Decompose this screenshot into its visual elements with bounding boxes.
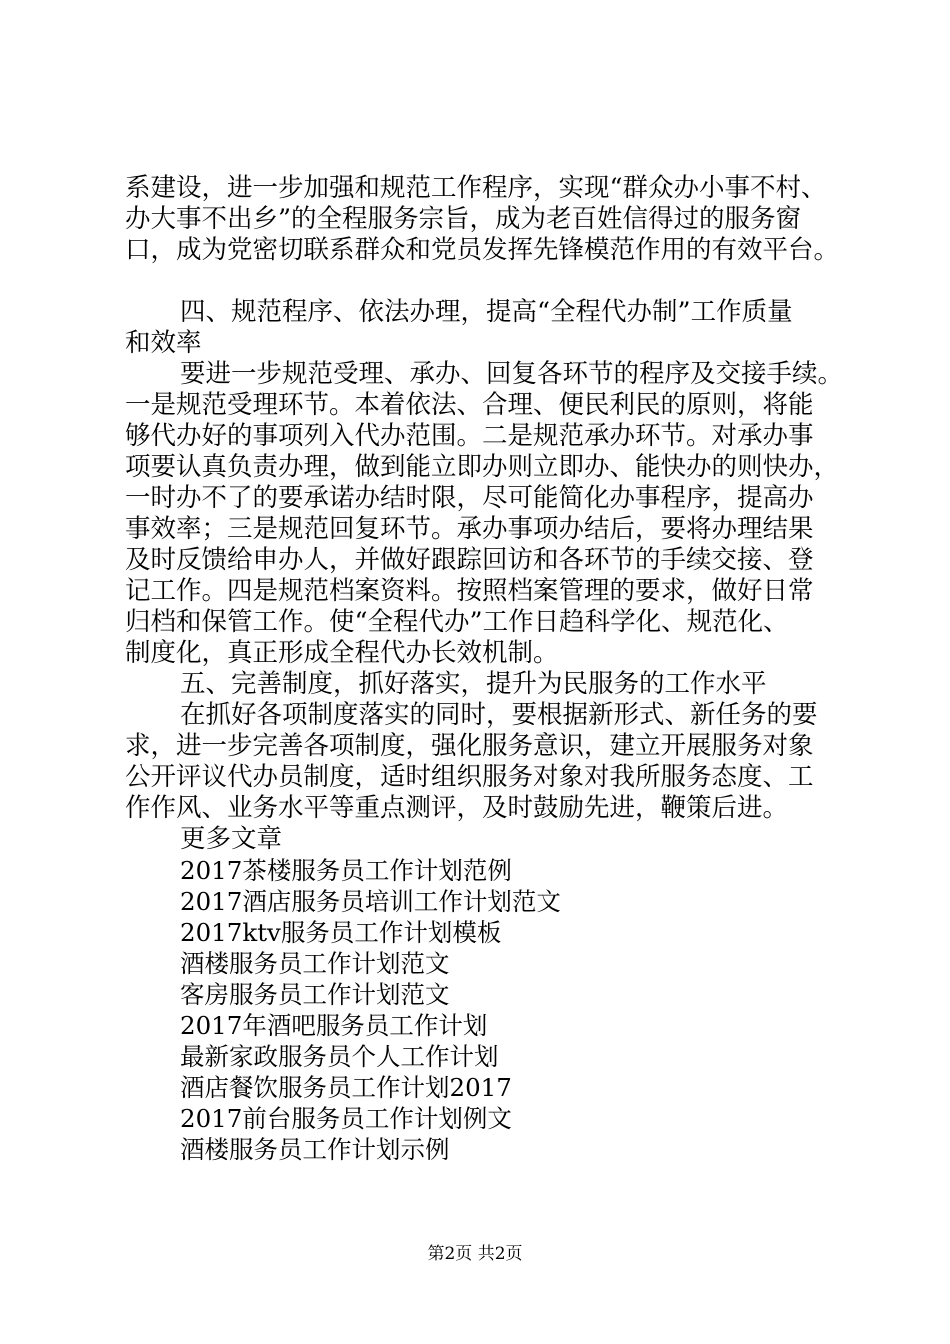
paragraph-line: 作作风、业务水平等重点测评，及时鼓励先进，鞭策后进。 bbox=[125, 793, 789, 823]
section-heading-4-cont: 和效率 bbox=[125, 328, 202, 358]
article-link[interactable]: 酒楼服务员工作计划范文 bbox=[180, 949, 450, 978]
paragraph-line: 公开评议代办员制度，适时组织服务对象对我所服务态度、工 bbox=[125, 762, 814, 792]
section-heading-4: 四、规范程序、依法办理，提高“全程代办制”工作质量 bbox=[180, 297, 793, 327]
paragraph-line: 记工作。四是规范档案资料。按照档案管理的要求，做好日常 bbox=[125, 576, 814, 606]
paragraph-line: 在抓好各项制度落实的同时，要根据新形式、新任务的要 bbox=[180, 700, 818, 730]
paragraph-line: 一时办不了的要承诺办结时限，尽可能简化办事程序，提高办 bbox=[125, 483, 814, 513]
article-link[interactable]: 最新家政服务员个人工作计划 bbox=[180, 1042, 499, 1071]
paragraph-line: 项要认真负责办理，做到能立即办则立即办、能快办的则快办， bbox=[125, 452, 840, 482]
article-link[interactable]: 2017年酒吧服务员工作计划 bbox=[180, 1011, 488, 1040]
more-articles-title: 更多文章 bbox=[180, 824, 283, 854]
article-link[interactable]: 2017前台服务员工作计划例文 bbox=[180, 1104, 512, 1133]
paragraph-line: 求，进一步完善各项制度，强化服务意识，建立开展服务对象 bbox=[125, 731, 814, 761]
paragraph-line: 一是规范受理环节。本着依法、合理、便民利民的原则，将能 bbox=[125, 390, 814, 420]
article-link[interactable]: 2017茶楼服务员工作计划范例 bbox=[180, 856, 512, 885]
article-link[interactable]: 2017ktv服务员工作计划模板 bbox=[180, 918, 502, 947]
paragraph-line: 够代办好的事项列入代办范围。二是规范承办环节。对承办事 bbox=[125, 421, 814, 451]
paragraph-line: 及时反馈给申办人，并做好跟踪回访和各环节的手续交接、登 bbox=[125, 545, 814, 575]
paragraph-line: 口，成为党密切联系群众和党员发挥先锋模范作用的有效平台。 bbox=[125, 235, 840, 265]
paragraph-line: 要进一步规范受理、承办、回复各环节的程序及交接手续。 bbox=[180, 359, 844, 389]
paragraph-line: 办大事不出乡”的全程服务宗旨，成为老百姓信得过的服务窗 bbox=[125, 204, 802, 234]
article-link[interactable]: 酒店餐饮服务员工作计划2017 bbox=[180, 1073, 512, 1102]
page-number-footer: 第2页 共2页 bbox=[427, 1244, 523, 1264]
article-link[interactable]: 2017酒店服务员培训工作计划范文 bbox=[180, 887, 561, 916]
paragraph-line: 系建设，进一步加强和规范工作程序，实现“群众办小事不村、 bbox=[125, 173, 827, 203]
paragraph-line: 事效率；三是规范回复环节。承办事项办结后，要将办理结果 bbox=[125, 514, 814, 544]
section-heading-5: 五、完善制度，抓好落实，提升为民服务的工作水平 bbox=[180, 669, 767, 699]
article-link[interactable]: 客房服务员工作计划范文 bbox=[180, 980, 450, 1009]
paragraph-line: 制度化，真正形成全程代办长效机制。 bbox=[125, 638, 559, 668]
paragraph-line: 归档和保管工作。使“全程代办”工作日趋科学化、规范化、 bbox=[125, 607, 789, 637]
article-link[interactable]: 酒楼服务员工作计划示例 bbox=[180, 1135, 450, 1164]
